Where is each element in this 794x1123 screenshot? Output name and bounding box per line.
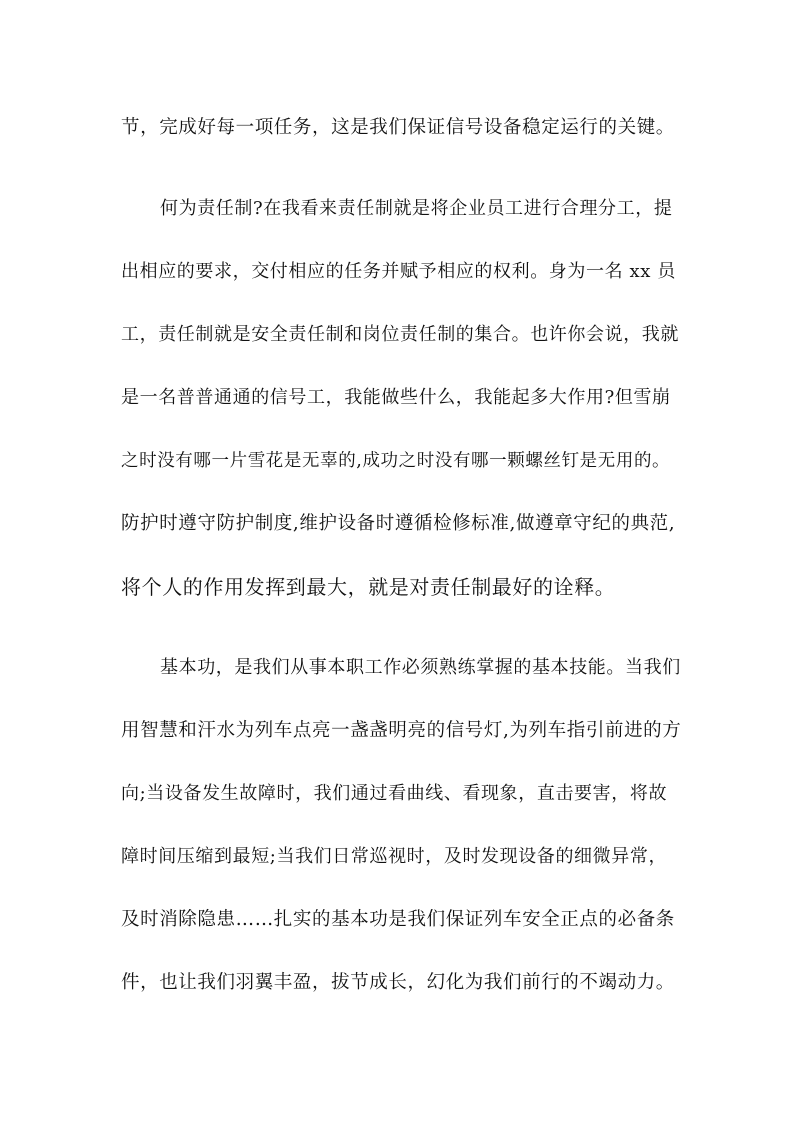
paragraph-2-line-1: 何为责任制?在我看来责任制就是将企业员工进行合理分工，提 [160, 198, 673, 219]
paragraph-2-line-2: 出相应的要求，交付相应的任务并赋予相应的权利。身为一名 xx 员 [121, 261, 676, 282]
paragraph-3-line-2: 用智慧和汗水为列车点亮一盏盏明亮的信号灯,为列车指引前进的方 [121, 720, 682, 741]
paragraph-2-line-7: 将个人的作用发挥到最大，就是对责任制最好的诠释。 [121, 575, 616, 599]
paragraph-2-line-3: 工，责任制就是安全责任制和岗位责任制的集合。也许你会说，我就 [121, 324, 679, 345]
paragraph-3-line-3: 向;当设备发生故障时，我们通过看曲线、看现象，直击要害，将故 [121, 783, 668, 804]
paragraph-2-line-5: 之时没有哪一片雪花是无辜的,成功之时没有哪一颗螺丝钉是无用的。 [121, 451, 671, 471]
paragraph-3-line-5: 及时消除隐患……扎实的基本功是我们保证列车安全正点的必备条 [121, 909, 675, 930]
paragraph-2-line-4: 是一名普普通通的信号工，我能做些什么，我能起多大作用?但雪崩 [121, 387, 671, 408]
paragraph-3-line-1: 基本功，是我们从事本职工作必须熟练掌握的基本技能。当我们 [160, 657, 681, 678]
paragraph-1-line-1: 节，完成好每一项任务，这是我们保证信号设备稳定运行的关键。 [121, 117, 675, 138]
paragraph-3-line-4: 障时间压缩到最短;当我们日常巡视时，及时发现设备的细微异常， [121, 846, 668, 867]
paragraph-3-line-6: 件，也让我们羽翼丰盈，拔节成长，幻化为我们前行的不竭动力。 [121, 972, 675, 993]
paragraph-2-line-6: 防护时遵守防护制度,维护设备时遵循检修标准,做遵章守纪的典范, [121, 513, 676, 534]
